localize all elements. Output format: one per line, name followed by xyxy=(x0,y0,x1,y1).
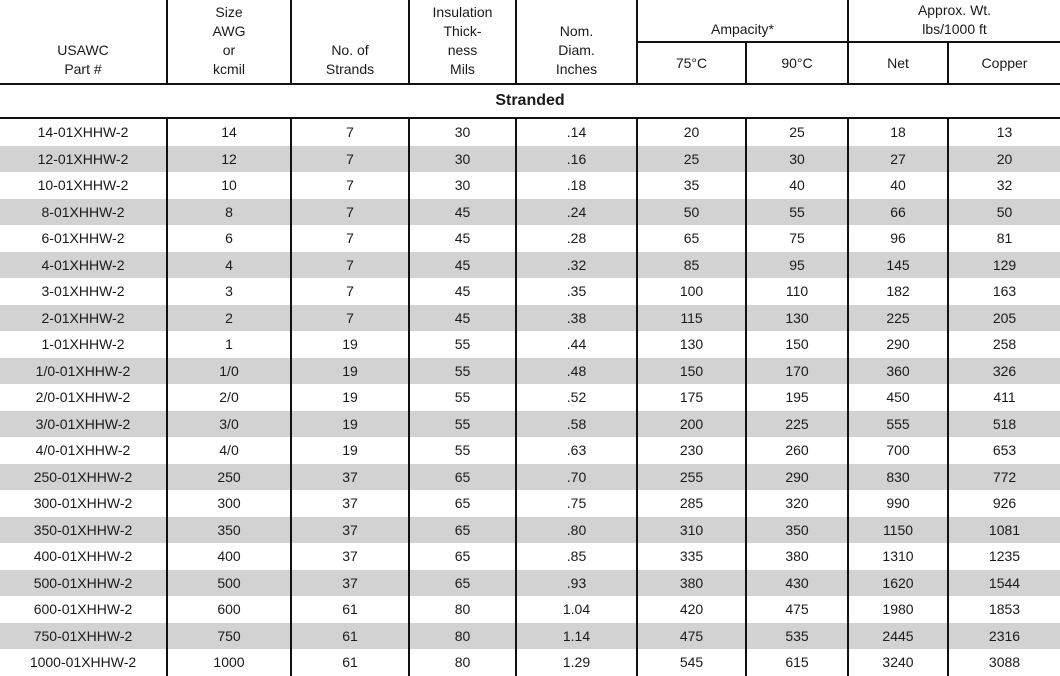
cell-amp90: 475 xyxy=(746,596,848,623)
cell-diameter: .52 xyxy=(516,384,637,411)
header-insulation-line: Insulation xyxy=(432,4,493,20)
cell-net: 1980 xyxy=(848,596,948,623)
cell-part: 12-01XHHW-2 xyxy=(0,146,167,173)
table-row xyxy=(0,596,1060,623)
table-row xyxy=(0,278,1060,305)
cell-size: 2 xyxy=(167,305,291,332)
table-row xyxy=(0,543,1060,570)
header-part-line: Part # xyxy=(64,61,102,77)
header-size-line: AWG xyxy=(212,23,246,39)
cell-amp75: 230 xyxy=(637,437,746,464)
cell-insulation: 55 xyxy=(409,331,516,358)
cell-amp90: 195 xyxy=(746,384,848,411)
cell-amp75: 115 xyxy=(637,305,746,332)
cell-strands: 7 xyxy=(291,225,409,252)
cell-part: 14-01XHHW-2 xyxy=(37,124,129,141)
cell-net: 2445 xyxy=(848,623,948,650)
cell-insulation: 55 xyxy=(409,384,516,411)
cell-insulation: 30 xyxy=(409,172,516,199)
cell-amp90: 615 xyxy=(746,649,848,676)
header-strands-line: No. of xyxy=(331,42,369,58)
cell-amp75: 200 xyxy=(637,411,746,438)
cell-copper: 205 xyxy=(948,305,1060,332)
cell-strands: 19 xyxy=(291,437,409,464)
cell-copper: 1081 xyxy=(948,517,1060,544)
cell-copper: 13 xyxy=(948,118,1060,146)
cell-strands: 37 xyxy=(291,464,409,491)
cell-amp90: 130 xyxy=(746,305,848,332)
cell-strands: 19 xyxy=(291,411,409,438)
cell-part: 8-01XHHW-2 xyxy=(0,199,167,226)
table-row xyxy=(0,464,1060,491)
cell-amp90: 40 xyxy=(746,172,848,199)
cell-amp75: 35 xyxy=(637,172,746,199)
cell-strands: 7 xyxy=(291,252,409,279)
header-diameter-line: Diam. xyxy=(558,42,595,58)
cell-diameter: .48 xyxy=(516,358,637,385)
cell-part: 10-01XHHW-2 xyxy=(37,177,129,194)
cell-size: 750 xyxy=(167,623,291,650)
cell-copper: 20 xyxy=(948,146,1060,173)
cell-diameter: .63 xyxy=(516,437,637,464)
cell-net: 40 xyxy=(848,172,948,199)
cell-amp75: 545 xyxy=(637,649,746,676)
cell-strands: 19 xyxy=(291,331,409,358)
cell-part: 2-01XHHW-2 xyxy=(0,305,167,332)
cell-amp75: 335 xyxy=(637,543,746,570)
cell-amp90: 350 xyxy=(746,517,848,544)
header-ampacity-90: 90°C xyxy=(746,42,848,84)
table-row xyxy=(0,305,1060,332)
table-row xyxy=(0,331,1060,358)
cell-diameter: .70 xyxy=(516,464,637,491)
header-weight-line: Approx. Wt. xyxy=(917,2,992,18)
cell-insulation: 65 xyxy=(409,464,516,491)
cell-strands: 7 xyxy=(291,118,409,146)
cell-diameter: .44 xyxy=(516,331,637,358)
cell-diameter: .38 xyxy=(516,305,637,332)
header-ampacity-75: 75°C xyxy=(637,42,746,84)
cell-copper: 32 xyxy=(948,172,1060,199)
cell-insulation: 80 xyxy=(409,649,516,676)
cell-amp75: 85 xyxy=(637,252,746,279)
cell-strands: 37 xyxy=(291,517,409,544)
cell-copper: 50 xyxy=(948,199,1060,226)
cell-amp75: 150 xyxy=(637,358,746,385)
cell-copper: 163 xyxy=(948,278,1060,305)
cell-part: 3/0-01XHHW-2 xyxy=(0,411,167,438)
cell-net: 145 xyxy=(848,252,948,279)
cell-part: 600-01XHHW-2 xyxy=(33,601,133,618)
cell-part: 300-01XHHW-2 xyxy=(33,495,133,512)
cell-diameter: .24 xyxy=(516,199,637,226)
cell-net: 990 xyxy=(848,490,948,517)
cell-insulation: 45 xyxy=(409,305,516,332)
cell-copper: 1853 xyxy=(948,596,1060,623)
header-size-line: or xyxy=(222,42,236,58)
table-row xyxy=(0,490,1060,517)
cell-size: 14 xyxy=(167,118,291,146)
cell-insulation: 30 xyxy=(409,118,516,146)
cell-net: 555 xyxy=(848,411,948,438)
header-weight-copper: Copper xyxy=(948,42,1060,84)
cell-amp90: 320 xyxy=(746,490,848,517)
table-row xyxy=(0,623,1060,650)
header-weight xyxy=(848,0,1060,42)
cell-net: 27 xyxy=(848,146,948,173)
cell-insulation: 45 xyxy=(409,278,516,305)
cell-amp75: 130 xyxy=(637,331,746,358)
table-row xyxy=(0,146,1060,173)
cell-strands: 19 xyxy=(291,384,409,411)
cell-amp75: 100 xyxy=(637,278,746,305)
table-row xyxy=(0,199,1060,226)
header-part-line: USAWC xyxy=(57,42,109,58)
cell-insulation: 55 xyxy=(409,437,516,464)
cell-insulation: 65 xyxy=(409,517,516,544)
cell-amp75: 285 xyxy=(637,490,746,517)
cell-amp90: 430 xyxy=(746,570,848,597)
cell-size: 2/0 xyxy=(167,384,291,411)
table-header xyxy=(0,0,1060,84)
cell-strands: 7 xyxy=(291,146,409,173)
cell-copper: 3088 xyxy=(948,649,1060,676)
cell-insulation: 65 xyxy=(409,570,516,597)
cell-size: 3 xyxy=(167,278,291,305)
cell-size: 8 xyxy=(167,199,291,226)
cell-net: 700 xyxy=(848,437,948,464)
cell-part: 250-01XHHW-2 xyxy=(0,464,167,491)
cell-size: 600 xyxy=(167,596,291,623)
table-row xyxy=(0,437,1060,464)
cell-amp90: 110 xyxy=(746,278,848,305)
cell-size: 6 xyxy=(167,225,291,252)
cell-amp90: 30 xyxy=(746,146,848,173)
cell-net: 1620 xyxy=(848,570,948,597)
header-size-line: kcmil xyxy=(213,61,245,77)
cell-strands: 61 xyxy=(291,623,409,650)
cell-net: 290 xyxy=(848,331,948,358)
cell-part: 1000-01XHHW-2 xyxy=(29,654,137,671)
cell-amp90: 55 xyxy=(746,199,848,226)
cell-copper: 81 xyxy=(948,225,1060,252)
header-strands-line: Strands xyxy=(325,61,375,77)
header-ampacity: Ampacity* xyxy=(637,0,848,42)
cell-copper: 326 xyxy=(948,358,1060,385)
cell-net: 360 xyxy=(848,358,948,385)
cell-amp75: 420 xyxy=(637,596,746,623)
cell-amp90: 225 xyxy=(746,411,848,438)
header-part xyxy=(0,0,167,84)
cell-diameter: .80 xyxy=(516,517,637,544)
header-insulation xyxy=(409,0,516,84)
header-size-line: Size xyxy=(215,4,243,20)
table-row xyxy=(0,517,1060,544)
cell-diameter: .28 xyxy=(516,225,637,252)
cell-part: 4-01XHHW-2 xyxy=(0,252,167,279)
cell-strands: 37 xyxy=(291,490,409,517)
cell-diameter: .14 xyxy=(516,118,637,146)
cell-diameter: .85 xyxy=(516,543,637,570)
cell-net: 66 xyxy=(848,199,948,226)
cell-size: 300 xyxy=(167,490,291,517)
cell-amp90: 75 xyxy=(746,225,848,252)
cell-amp75: 380 xyxy=(637,570,746,597)
cell-size: 1 xyxy=(167,331,291,358)
cell-amp90: 150 xyxy=(746,331,848,358)
cell-amp75: 25 xyxy=(637,146,746,173)
cell-strands: 19 xyxy=(291,358,409,385)
cell-amp90: 380 xyxy=(746,543,848,570)
cell-amp75: 65 xyxy=(637,225,746,252)
cell-amp75: 175 xyxy=(637,384,746,411)
cell-diameter: .18 xyxy=(516,172,637,199)
header-size xyxy=(167,0,291,84)
cell-part: 2/0-01XHHW-2 xyxy=(35,389,131,406)
header-insulation-line: Mils xyxy=(450,61,475,77)
cell-net: 225 xyxy=(848,305,948,332)
cell-strands: 7 xyxy=(291,305,409,332)
cell-amp75: 475 xyxy=(637,623,746,650)
cell-part: 500-01XHHW-2 xyxy=(0,570,167,597)
cell-amp90: 170 xyxy=(746,358,848,385)
table-row xyxy=(0,411,1060,438)
cell-part: 750-01XHHW-2 xyxy=(0,623,167,650)
cell-size: 500 xyxy=(167,570,291,597)
cell-copper: 129 xyxy=(948,252,1060,279)
cell-strands: 61 xyxy=(291,596,409,623)
cell-net: 830 xyxy=(848,464,948,491)
cell-amp75: 310 xyxy=(637,517,746,544)
cell-net: 18 xyxy=(848,118,948,146)
cell-insulation: 45 xyxy=(409,199,516,226)
cell-diameter: 1.14 xyxy=(516,623,637,650)
header-insulation-line: Thick- xyxy=(443,23,482,39)
cell-copper: 258 xyxy=(948,331,1060,358)
cell-amp75: 50 xyxy=(637,199,746,226)
header-diameter-line: Inches xyxy=(555,61,598,77)
cell-net: 96 xyxy=(848,225,948,252)
cell-copper: 1235 xyxy=(948,543,1060,570)
cell-amp75: 20 xyxy=(637,118,746,146)
cell-copper: 518 xyxy=(948,411,1060,438)
cell-strands: 7 xyxy=(291,278,409,305)
cell-part: 1/0-01XHHW-2 xyxy=(0,358,167,385)
table-row xyxy=(0,384,1060,411)
table-row xyxy=(0,358,1060,385)
cell-copper: 1544 xyxy=(948,570,1060,597)
cell-diameter: 1.29 xyxy=(516,649,637,676)
cell-strands: 61 xyxy=(291,649,409,676)
cell-diameter: .75 xyxy=(516,490,637,517)
cell-strands: 37 xyxy=(291,543,409,570)
header-diameter xyxy=(516,0,637,84)
cell-diameter: .16 xyxy=(516,146,637,173)
cell-part: 350-01XHHW-2 xyxy=(0,517,167,544)
cell-copper: 411 xyxy=(948,384,1060,411)
section-header xyxy=(0,84,1060,118)
cell-size: 10 xyxy=(167,172,291,199)
table-row xyxy=(0,172,1060,199)
cell-amp90: 25 xyxy=(746,118,848,146)
cell-insulation: 65 xyxy=(409,543,516,570)
table-row xyxy=(0,118,1060,146)
cell-amp90: 95 xyxy=(746,252,848,279)
cell-insulation: 80 xyxy=(409,623,516,650)
header-strands xyxy=(291,0,409,84)
cell-insulation: 45 xyxy=(409,225,516,252)
cell-net: 450 xyxy=(848,384,948,411)
cell-amp90: 260 xyxy=(746,437,848,464)
cell-copper: 653 xyxy=(948,437,1060,464)
cell-insulation: 80 xyxy=(409,596,516,623)
cell-amp90: 290 xyxy=(746,464,848,491)
cell-size: 250 xyxy=(167,464,291,491)
cell-diameter: .58 xyxy=(516,411,637,438)
cell-part: 1-01XHHW-2 xyxy=(41,336,125,353)
cell-size: 350 xyxy=(167,517,291,544)
cell-part: 400-01XHHW-2 xyxy=(33,548,133,565)
cell-diameter: .93 xyxy=(516,570,637,597)
cell-part: 4/0-01XHHW-2 xyxy=(35,442,131,459)
cell-amp75: 255 xyxy=(637,464,746,491)
cell-part: 6-01XHHW-2 xyxy=(41,230,125,247)
section-title: Stranded xyxy=(0,84,1060,118)
cell-insulation: 65 xyxy=(409,490,516,517)
cell-net: 1310 xyxy=(848,543,948,570)
cell-strands: 37 xyxy=(291,570,409,597)
cell-size: 4 xyxy=(167,252,291,279)
header-weight-line: lbs/1000 ft xyxy=(922,21,987,37)
cell-strands: 7 xyxy=(291,172,409,199)
cell-strands: 7 xyxy=(291,199,409,226)
cell-net: 182 xyxy=(848,278,948,305)
cell-copper: 926 xyxy=(948,490,1060,517)
cell-net: 1150 xyxy=(848,517,948,544)
table-row xyxy=(0,225,1060,252)
cell-amp90: 535 xyxy=(746,623,848,650)
table-body xyxy=(0,118,1060,676)
cell-copper: 772 xyxy=(948,464,1060,491)
cell-net: 3240 xyxy=(848,649,948,676)
header-weight-net: Net xyxy=(848,42,948,84)
cell-part: 3-01XHHW-2 xyxy=(41,283,125,300)
cell-diameter: .35 xyxy=(516,278,637,305)
cell-size: 400 xyxy=(167,543,291,570)
cell-size: 4/0 xyxy=(167,437,291,464)
table-row xyxy=(0,252,1060,279)
cell-insulation: 45 xyxy=(409,252,516,279)
cell-size: 3/0 xyxy=(167,411,291,438)
cell-size: 1000 xyxy=(167,649,291,676)
cell-insulation: 55 xyxy=(409,411,516,438)
cell-copper: 2316 xyxy=(948,623,1060,650)
cell-insulation: 55 xyxy=(409,358,516,385)
cell-size: 1/0 xyxy=(167,358,291,385)
cell-diameter: 1.04 xyxy=(516,596,637,623)
header-insulation-line: ness xyxy=(447,42,478,58)
header-diameter-line: Nom. xyxy=(559,23,594,39)
table-row xyxy=(0,570,1060,597)
cell-insulation: 30 xyxy=(409,146,516,173)
cell-size: 12 xyxy=(167,146,291,173)
cell-diameter: .32 xyxy=(516,252,637,279)
